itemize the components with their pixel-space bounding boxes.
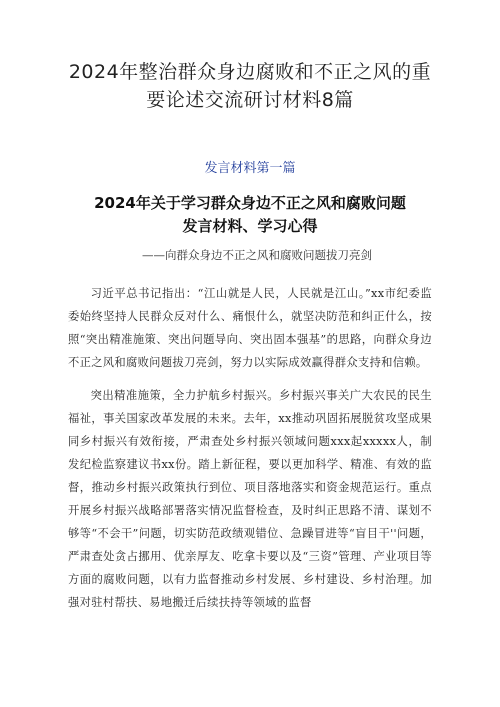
- document-title-line-2: 要论述交流研讨材料8篇: [146, 89, 354, 111]
- body-paragraph-1: 习近平总书记指出：“江山就是人民，人民就是江山。”xx市纪委监委始终坚持人民群众反对什么、痛恨什么，就坚决防范和纠正什么，按照“突出精准施策、突出问题导向、突出固本强基”的思路，向群众身边不正之风和腐败问题拔刀亮剑，努力以实际成效赢得群众支持和信赖。: [68, 287, 432, 369]
- section-label: 发言材料第一篇: [204, 161, 296, 176]
- article-title-line-2: 发言材料、学习心得: [182, 217, 318, 235]
- document-title: [68, 58, 432, 114]
- article-title-line-1: 2024年关于学习群众身边不正之风和腐败问题: [94, 194, 406, 212]
- article-subtitle: ——向群众身边不正之风和腐败问题拔刀亮剑: [142, 248, 372, 262]
- document-title-line-1: 2024年整治群众身边腐败和不正之风的重: [68, 61, 432, 83]
- article-title: [68, 192, 432, 238]
- body-paragraph-2: 突出精准施策，全力护航乡村振兴。乡村振兴事关广大农民的民生福祉，事关国家改革发展的未来。去年，xx推动巩固拓展脱贫攻坚成果同乡村振兴有效衔接，严肃查处乡村振兴领域问题xxx起xxxxx人，制发纪检监察建议书xx份。踏上新征程，要以更加科学、精准、有效的监督，推动乡村振兴政策执行到位、项目落地落实和资金规范运行。重点开展乡村振兴战略部署落实情况监督检查，及时纠正思路不清、谋划不够等“不会干”问题，切实防范政绩观错位、急躁冒进等“盲目干''问题，严肃查处贪占挪用、优亲厚友、吃拿卡要以及“三资”管理、产业项目等方面的腐败问题，以有力监督推动乡村发展、乡村建设、乡村治理。加强对驻村帮扶、易地搬迁后续扶持等领域的监督: [68, 389, 432, 609]
